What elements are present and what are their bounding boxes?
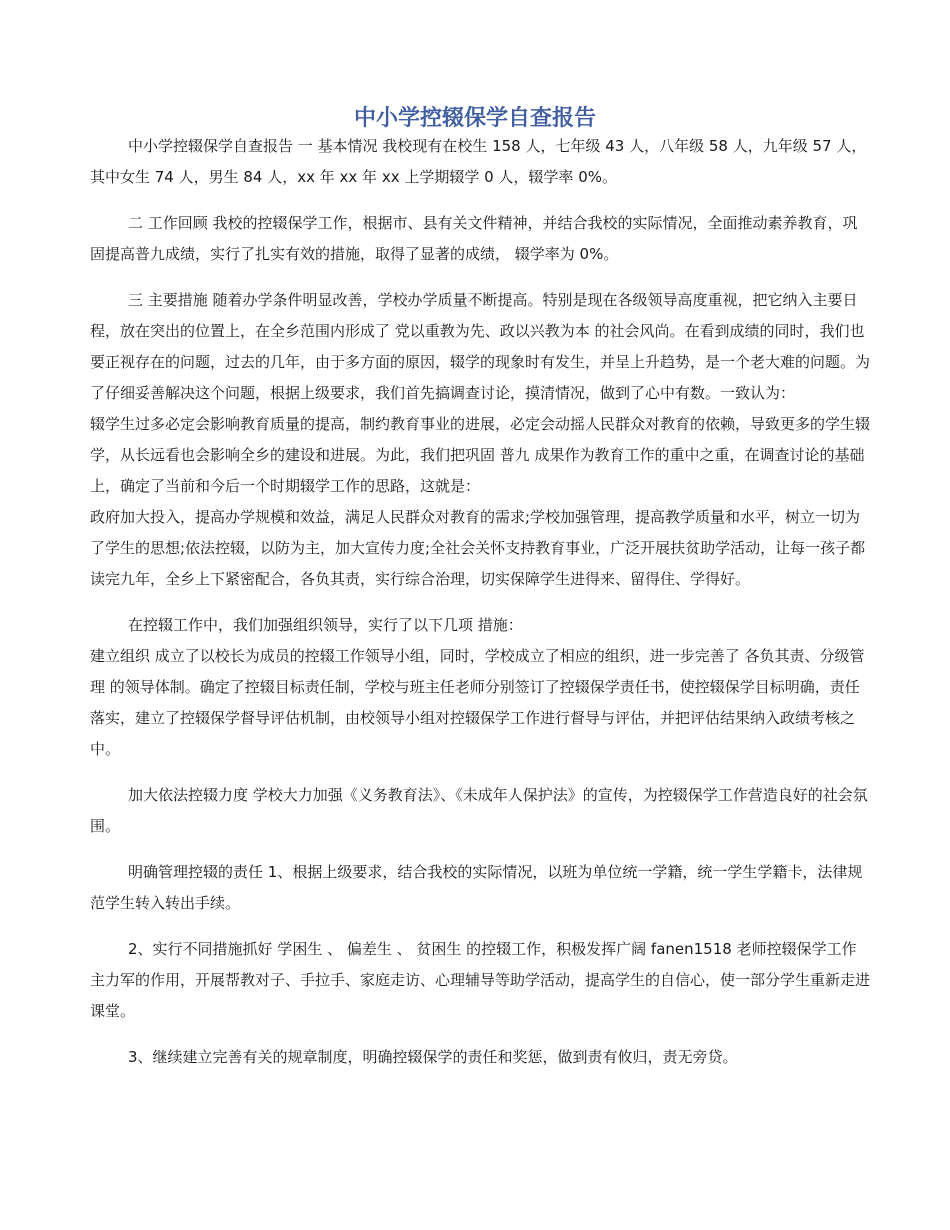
paragraph-approach: 政府加大投入，提高办学规模和效益，满足人民群众对教育的需求;学校加强管理，提高教学质量和水平，树立一切为了学生的思想;依法控辍，以防为主，加大宣传力度;全社会关怀支持教育事业，广泛开展扶贫助学活动，让每一孩子都读完九年，全乡上下紧密配合，各负其责，实行综合治理，切实保障学生进得来、留得住、学得好。 [90, 508, 866, 588]
paragraph-measures-intro: 在控辍工作中，我们加强组织领导，实行了以下几项 措施： [128, 616, 523, 634]
paragraph-dropout-impact: 辍学生过多必定会影响教育质量的提高，制约教育事业的进展，必定会动摇人民群众对教育的依赖，导致更多的学生辍学，从长远看也会影响全乡的建设和进展。为此，我们把巩固 普九 成果作为教育工作的重中之重，在调查讨论的基础上，确定了当前和今后一个时期辍学工作的思路，这就是： [90, 415, 871, 495]
document-title: 中小学控辍保学自查报告 [353, 106, 596, 131]
paragraph-work-review: 二 工作回顾 我校的控辍保学工作，根据市、县有关文件精神，并结合我校的实际情况，全面推动素养教育，巩固提高普九成绩，实行了扎实有效的措施，取得了显著的成绩， 辍学率为 0%。 [90, 214, 858, 263]
paragraph-responsibility-3: 3、继续建立完善有关的规章制度，明确控辍保学的责任和奖惩，做到责有攸归，责无旁贷。 [128, 1048, 738, 1066]
paragraph-basic-info: 中小学控辍保学自查报告 一 基本情况 我校现有在校生 158 人，七年级 43 人，八年级 58 人，九年级 57 人，其中女生 74 人，男生 84 人，xx 年 xx 年 xx 上学期辍学 0 人，辍学率 0%。 [90, 137, 867, 186]
paragraph-responsibility-1: 明确管理控辍的责任 1、根据上级要求，结合我校的实际情况，以班为单位统一学籍，统一学生学籍卡，法律规范学生转入转出手续。 [90, 863, 863, 912]
document-body [90, 131, 870, 1073]
paragraph-responsibility-2: 2、实行不同措施抓好 学困生 、 偏差生 、 贫困生 的控辍工作，积极发挥广阔 fanen1518 老师控辍保学工作主力军的作用，开展帮教对子、手拉手、家庭走访、心理辅导等助学活动，提高学生的自信心，使一部分学生重新走进课堂。 [90, 940, 871, 1020]
paragraph-main-measures: 三 主要措施 随着办学条件明显改善，学校办学质量不断提高。特别是现在各级领导高度重视，把它纳入主要日程，放在突出的位置上，在全乡范围内形成了 党以重教为先、政以兴教为本 的社会风尚。在看到成绩的同时，我们也要正视存在的问题，过去的几年，由于多方面的原因，辍学的现象时有发生，并呈上升趋势，是一个老大难的问题。为了仔细妥善解决这个问题，根据上级要求，我们首先搞调查讨论，摸清情况，做到了心中有数。一致认为： [90, 291, 871, 402]
paragraph-organization: 建立组织 成立了以校长为成员的控辍工作领导小组，同时，学校成立了相应的组织，进一步完善了 各负其责、分级管理 的领导体制。确定了控辍目标责任制，学校与班主任老师分别签订了控辍保学责任书，使控辍保学目标明确，责任落实，建立了控辍保学督导评估机制，由校领导小组对控辍保学工作进行督导与评估，并把评估结果纳入政绩考核之中。 [90, 647, 865, 758]
paragraph-legal-enforcement: 加大依法控辍力度 学校大力加强《义务教育法》、《未成年人保护法》的宣传，为控辍保学工作营造良好的社会氛围。 [90, 786, 868, 835]
